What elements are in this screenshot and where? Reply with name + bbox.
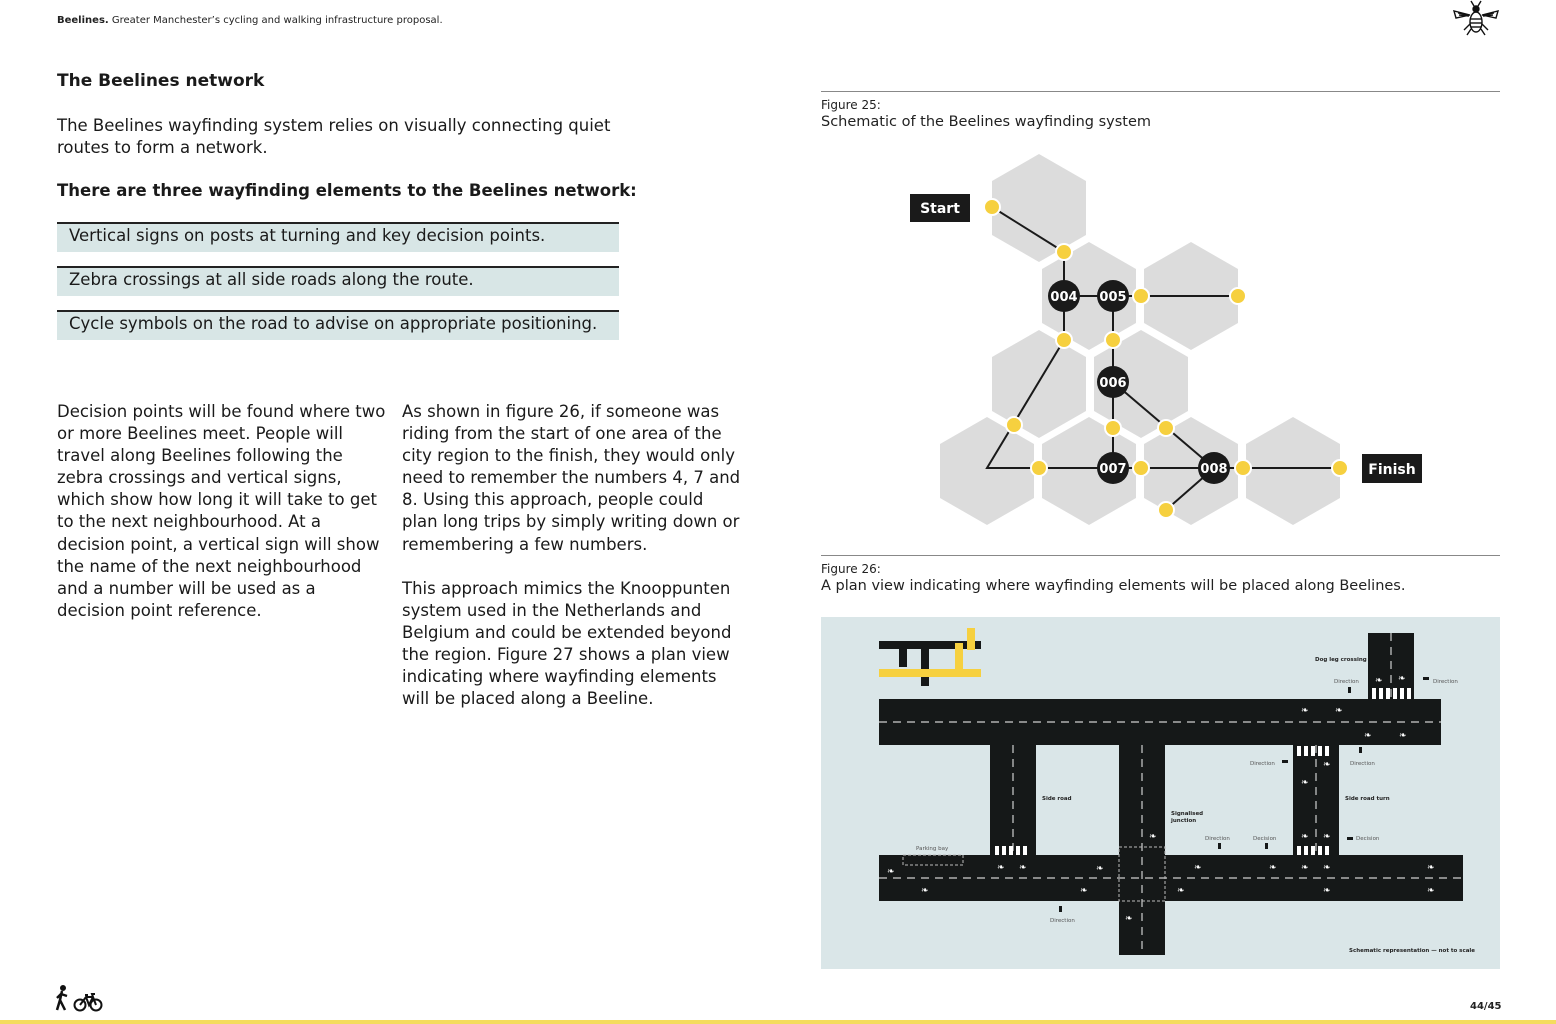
cycle-symbol-icon: ❧ (1019, 863, 1027, 873)
cycle-symbol-icon: ❧ (1427, 863, 1435, 873)
hex-cell (940, 417, 1034, 525)
connection-point (1105, 332, 1121, 348)
cycle-symbol-icon: ❧ (1149, 832, 1157, 842)
cycle-symbol-icon: ❧ (997, 863, 1005, 873)
cycle-symbol-icon: ❧ (1323, 886, 1331, 896)
signalised-label-2: junction (1171, 818, 1197, 824)
cycle-symbol-icon: ❧ (1399, 731, 1407, 741)
connection-point (1133, 288, 1149, 304)
decision-sign-icon (1265, 843, 1268, 849)
direction-sign-icon (1059, 906, 1062, 912)
cycle-symbol-icon: ❧ (921, 886, 929, 896)
decision-label: Decision (1356, 836, 1380, 842)
connection-point (1230, 288, 1246, 304)
connection-point (1056, 332, 1072, 348)
dog-leg-crossing-label: Dog leg crossing (1315, 657, 1367, 663)
body-column-1 (57, 401, 387, 644)
section-title: The Beelines network (57, 71, 265, 91)
plan-view-diagram (821, 617, 1500, 969)
cycle-symbol-icon: ❧ (1080, 886, 1088, 896)
node-006-label: 006 (1099, 376, 1127, 391)
cycle-symbol-icon: ❧ (1427, 886, 1435, 896)
direction-sign-icon (1423, 677, 1429, 680)
cycle-symbol-icon: ❧ (1323, 760, 1331, 770)
connection-point (1133, 460, 1149, 476)
hex-cell (992, 154, 1086, 262)
cycle-symbol-icon: ❧ (1177, 886, 1185, 896)
connection-point (1235, 460, 1251, 476)
direction-label: Direction (1250, 761, 1275, 767)
knooppunten-paragraph: This approach mimics the Knooppunten system used in the Netherlands and Belgium and could be extended beyond the region. Figure 27 shows a plan view indicating where wayfinding elements will be placed along a Beeline. (402, 578, 732, 709)
direction-sign-icon (1348, 687, 1351, 693)
node-008-label: 008 (1200, 462, 1228, 477)
cycle-symbol-icon: ❧ (1375, 676, 1383, 686)
direction-label: Direction (1050, 918, 1075, 924)
connection-point (1105, 420, 1121, 436)
direction-label: Direction (1350, 761, 1375, 767)
wayfinding-element-cycle-symbols: Cycle symbols on the road to advise on appropriate positioning. (57, 310, 619, 340)
connection-point (1158, 420, 1174, 436)
figure-26-caption: A plan view indicating where wayfinding elements will be placed along Beelines. (821, 578, 1406, 594)
connection-point (1006, 417, 1022, 433)
direction-label: Direction (1205, 836, 1230, 842)
bottom-accent-bar (0, 1020, 1556, 1024)
cycle-symbol-icon: ❧ (1301, 706, 1309, 716)
connection-point (1031, 460, 1047, 476)
cycle-symbol-icon: ❧ (1269, 863, 1277, 873)
hex-cell (1246, 417, 1340, 525)
figure-26-explanation-paragraph: As shown in figure 26, if someone was riding from the start of one area of the city region to the finish, they would only need to remember the numbers 4, 7 and 8. Using this approach, people could plan long trips by simply writing down or remembering a few numbers. (402, 402, 741, 554)
node-004-label: 004 (1050, 290, 1078, 305)
elements-title: There are three wayfinding elements to the Beelines network: (57, 181, 637, 200)
figure-25-rule (821, 91, 1500, 92)
wayfinding-schematic (821, 140, 1500, 540)
cycle-symbol-icon: ❧ (1364, 731, 1372, 741)
walking-person-icon (57, 986, 67, 1011)
side-road-label: Side road (1042, 796, 1072, 802)
document-header (57, 15, 443, 26)
cycle-symbol-icon: ❧ (1194, 863, 1202, 873)
decision-sign-icon (1218, 843, 1221, 849)
header-subtitle: Greater Manchester’s cycling and walking infrastructure proposal. (111, 15, 443, 26)
direction-sign-icon (1282, 760, 1288, 763)
connection-point (1158, 502, 1174, 518)
node-005-label: 005 (1099, 290, 1127, 305)
decision-points-paragraph: Decision points will be found where two or more Beelines meet. People will travel along Beelines following the zebra crossings and vertical signs, which show how long it will take to get to the next neighbourhood. At a decision point, a vertical sign will show the name of the next neighbourhood and a number will be used as a decision point reference. (57, 402, 386, 620)
start-label: Start (920, 201, 960, 217)
cycle-symbol-icon: ❧ (1323, 832, 1331, 842)
decision-sign-icon (1347, 837, 1353, 840)
direction-sign-icon (1359, 747, 1362, 753)
signalised-label-1: Signalised (1171, 811, 1204, 817)
cycle-symbol-icon: ❧ (1335, 706, 1343, 716)
bicycle-icon (75, 994, 102, 1011)
direction-label: Direction (1433, 679, 1458, 685)
page-number: 44/45 (1470, 1001, 1502, 1012)
mini-map-icon (879, 628, 981, 686)
connection-point (1332, 460, 1348, 476)
figure-26-label: Figure 26: (821, 562, 881, 576)
body-column-2 (402, 401, 742, 732)
decision-label: Decision (1253, 836, 1277, 842)
bee-logo-icon (1450, 0, 1502, 38)
cycle-symbol-icon: ❧ (1323, 863, 1331, 873)
cycle-symbol-icon: ❧ (1301, 778, 1309, 788)
plan-view-svg (821, 617, 1500, 969)
cycle-symbol-icon: ❧ (1301, 863, 1309, 873)
figure-26-rule (821, 555, 1500, 556)
figure-25-label: Figure 25: (821, 98, 881, 112)
direction-label: Direction (1334, 679, 1359, 685)
side-road-turn-label: Side road turn (1345, 796, 1390, 802)
finish-label: Finish (1368, 462, 1416, 478)
not-to-scale-note: Schematic representation — not to scale (1349, 948, 1476, 954)
cycle-symbol-icon: ❧ (1125, 914, 1133, 924)
cycle-symbol-icon: ❧ (1398, 674, 1406, 684)
cycle-symbol-icon: ❧ (1096, 864, 1104, 874)
header-brand: Beelines. (57, 15, 109, 26)
node-007-label: 007 (1099, 462, 1127, 477)
intro-paragraph: The Beelines wayfinding system relies on visually connecting quiet routes to form a network. (57, 116, 611, 157)
footer-icons (55, 985, 107, 1013)
connection-point (984, 199, 1000, 215)
cycle-symbol-icon: ❧ (887, 867, 895, 877)
wayfinding-element-vertical-signs: Vertical signs on posts at turning and key decision points. (57, 222, 619, 252)
connection-point (1056, 244, 1072, 260)
parking-bay-label: Parking bay (916, 846, 949, 852)
wayfinding-element-zebra-crossings: Zebra crossings at all side roads along the route. (57, 266, 619, 296)
figure-25-caption: Schematic of the Beelines wayfinding system (821, 114, 1152, 130)
cycle-symbol-icon: ❧ (1301, 832, 1309, 842)
